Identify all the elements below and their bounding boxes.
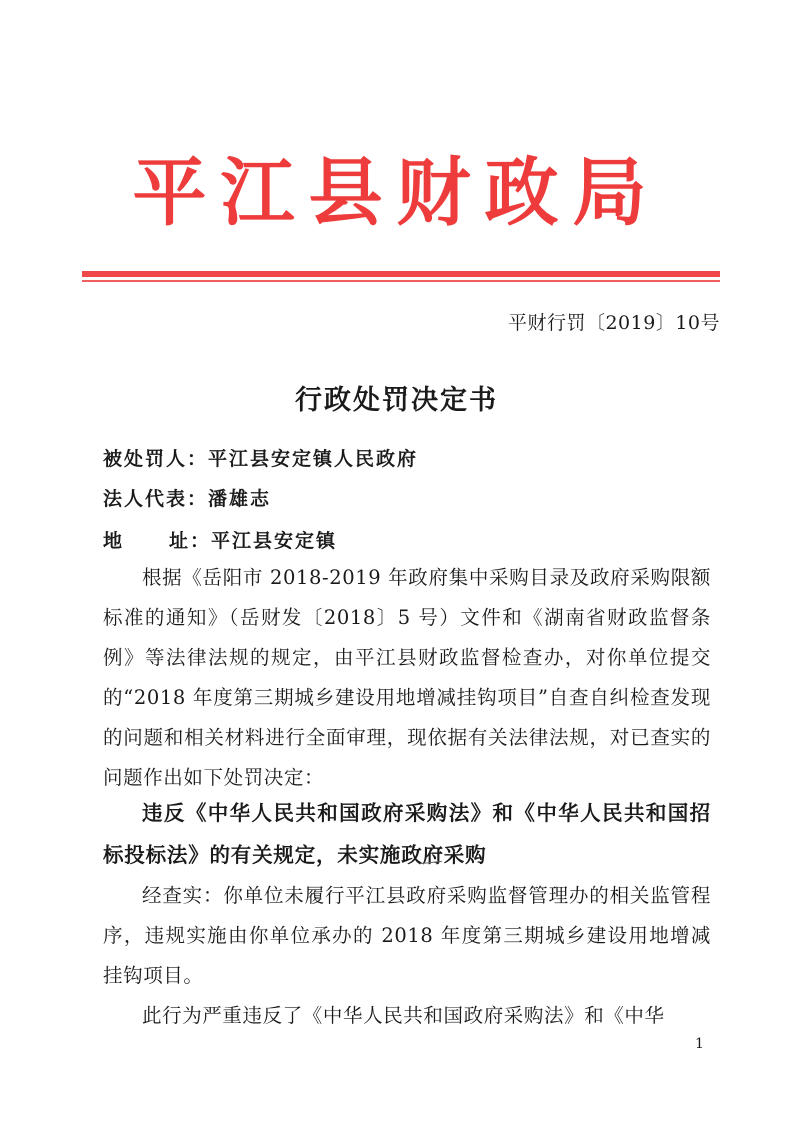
address-value: 平江县安定镇 [211,530,338,552]
document-title: 行政处罚决定书 [295,385,498,416]
field-legal-representative [103,484,271,511]
address-label-part2: 址： [168,530,211,552]
respondent-label: 被处罚人： [103,448,209,470]
field-respondent [103,444,418,471]
paragraph-basis: 根据《岳阳市 2018-2019 年政府集中采购目录及政府采购限额标准的通知》（岳财发〔2018〕5 号）文件和《湖南省财政监督条例》等法律法规的规定，由平江县财政监督检查办，对你单位提交的“2018 年度第三期城乡建设用地增减挂钩项目”自查自纠检查发现的问题和相关材料进行全面审理，现依据有关法律法规，对已查实的问题作出如下处罚决定： [103,566,711,789]
masthead-rule-thin [82,280,720,282]
masthead-title: 平江县财政局 [132,150,661,236]
document-number: 平财行罚〔2019〕10号 [507,312,720,334]
legal-rep-value: 潘雄志 [208,488,272,510]
legal-rep-label: 法人代表： [103,488,209,510]
masthead-rule-thick [82,271,720,277]
respondent-value: 平江县安定镇人民政府 [208,448,419,470]
paragraph-findings: 经查实：你单位未履行平江县政府采购监督管理办的相关监管程序，违规实施由你单位承办的 2018 年度第三期城乡建设用地增减挂钩项目。 [103,884,711,987]
paragraph-conclusion: 此行为严重违反了《中华人民共和国政府采购法》和《中华 [142,1004,665,1027]
address-label [103,526,211,553]
paragraph-violation-heading: 违反《中华人民共和国政府采购法》和《中华人民共和国招标投标法》的有关规定，未实施政府采购 [103,801,711,867]
address-label-part1: 地 [103,530,125,552]
field-address [103,526,337,553]
page-number: 1 [695,1036,704,1052]
